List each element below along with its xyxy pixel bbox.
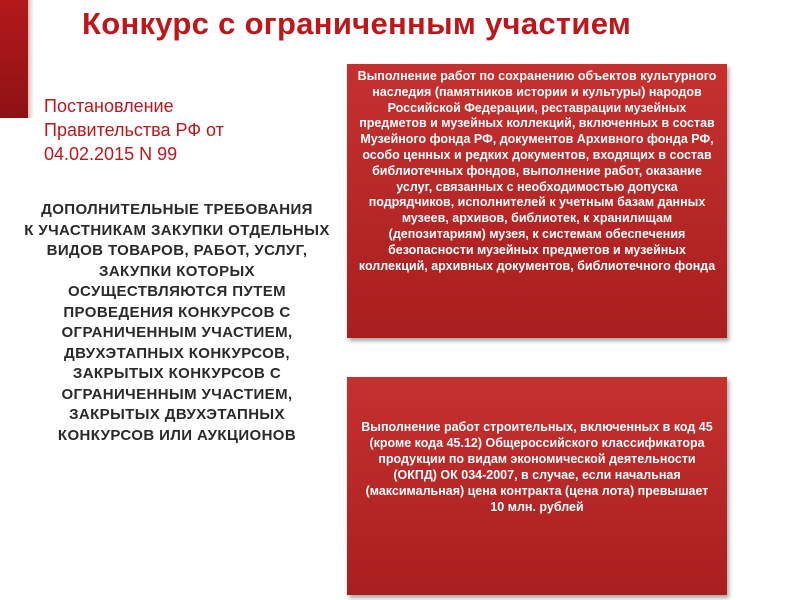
requirements-block (22, 200, 332, 446)
accent-bar-shadow (28, 0, 34, 118)
construction-works-box: Выполнение работ строительных, включенных в код 45 (кроме кода 45.12) Общероссийского классификатора продукции по видам экономической деятельности (ОКПД) ОК 034-2007, в случае, если начальная (максимальная) цена контракта (цена лота) превышает 10 млн. рублей (347, 377, 727, 595)
slide-title: Конкурс с ограниченным участием (82, 6, 632, 41)
accent-bar (0, 0, 28, 118)
requirements-body: К УЧАСТНИКАМ ЗАКУПКИ ОТДЕЛЬНЫХ ВИДОВ ТОВАРОВ, РАБОТ, УСЛУГ, ЗАКУПКИ КОТОРЫХ ОСУЩЕСТВЛЯЮТСЯ ПУТЕМ ПРОВЕДЕНИЯ КОНКУРСОВ С ОГРАНИЧЕННЫМ УЧАСТИЕМ, ДВУХЭТАПНЫХ КОНКУРСОВ, ЗАКРЫТЫХ КОНКУРСОВ С ОГРАНИЧЕННЫМ УЧАСТИЕМ, ЗАКРЫТЫХ ДВУХЭТАПНЫХ КОНКУРСОВ ИЛИ АУКЦИОНОВ (24, 221, 330, 444)
regulation-reference: Постановление Правительства РФ от 04.02.2015 N 99 (44, 96, 224, 164)
requirements-title: ДОПОЛНИТЕЛЬНЫЕ ТРЕБОВАНИЯ (41, 201, 313, 218)
cultural-heritage-box: Выполнение работ по сохранению объектов культурного наследия (памятников истории и культуры) народов Российской Федерации, реставрации музейных предметов и музейных коллекций, включенных в состав Музейного фонда РФ, документов Архивного фонда РФ, особо ценных и редких документов, входящих в состав библиотечных фондов, выполнение работ, оказание услуг, связанных с необходимостью допуска подрядчиков, исполнителей к учетным базам данных музеев, архивов, библиотек, к хранилищам (депозитариям) музея, к системам обеспечения безопасности музейных предметов и музейных коллекций, архивных документов, библиотечного фонда (347, 64, 727, 338)
